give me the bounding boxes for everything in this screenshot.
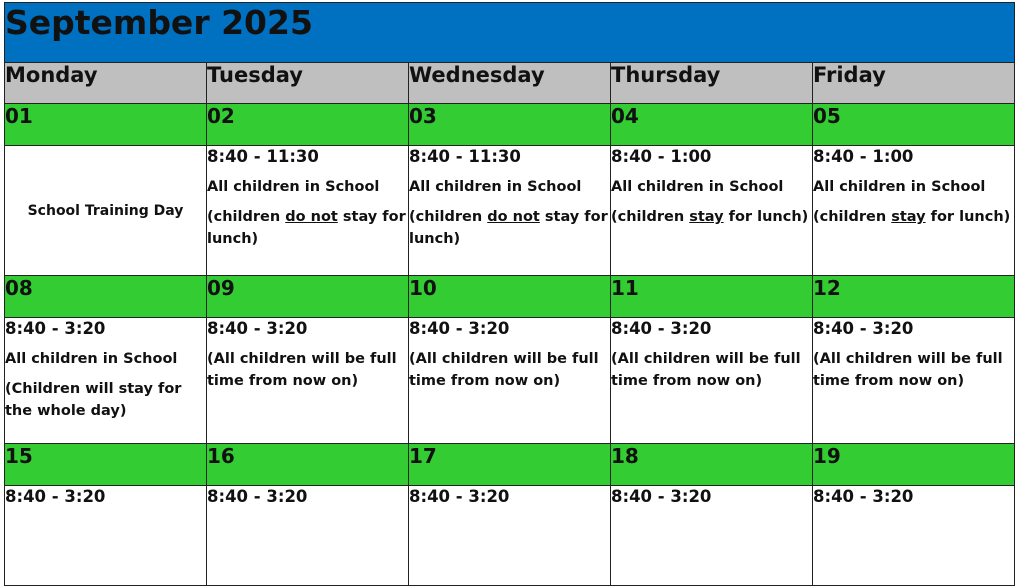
date-cell: 12 <box>813 276 1015 318</box>
day-note: (Children will stay for the whole day) <box>5 381 182 419</box>
attendance-line: All children in School <box>813 179 986 195</box>
info-cell <box>5 146 207 276</box>
time-range: 8:40 - 1:00 <box>813 147 914 166</box>
attendance-line: All children in School <box>5 351 178 367</box>
date-cell: 16 <box>207 444 409 486</box>
day-header-wednesday: Wednesday <box>409 63 611 104</box>
time-range: 8:40 - 3:20 <box>5 319 106 338</box>
info-cell <box>813 146 1015 276</box>
date-cell: 04 <box>611 104 813 146</box>
lunch-note: (children stay for lunch) <box>813 209 1011 225</box>
info-cell <box>611 146 813 276</box>
date-cell: 18 <box>611 444 813 486</box>
info-cell <box>813 486 1015 586</box>
info-cell <box>409 318 611 444</box>
time-range: 8:40 - 3:20 <box>611 319 712 338</box>
date-cell: 01 <box>5 104 207 146</box>
date-cell: 11 <box>611 276 813 318</box>
day-header-friday: Friday <box>813 63 1015 104</box>
day-header-tuesday: Tuesday <box>207 63 409 104</box>
date-cell: 19 <box>813 444 1015 486</box>
training-day-label: School Training Day <box>27 202 184 219</box>
date-cell: 05 <box>813 104 1015 146</box>
day-note: (All children will be full time from now on) <box>207 351 397 389</box>
time-range: 8:40 - 3:20 <box>813 319 914 338</box>
info-cell <box>813 318 1015 444</box>
time-range: 8:40 - 1:00 <box>611 147 712 166</box>
day-note: (All children will be full time from now on) <box>611 351 801 389</box>
info-cell <box>5 486 207 586</box>
lunch-note: (children do not stay for lunch) <box>207 209 406 247</box>
time-range: 8:40 - 11:30 <box>409 147 521 166</box>
info-cell <box>207 318 409 444</box>
time-range: 8:40 - 3:20 <box>5 487 106 506</box>
time-range: 8:40 - 3:20 <box>207 319 308 338</box>
info-cell <box>207 146 409 276</box>
attendance-line: All children in School <box>611 179 784 195</box>
info-cell <box>611 318 813 444</box>
time-range: 8:40 - 3:20 <box>409 487 510 506</box>
attendance-line: All children in School <box>207 179 380 195</box>
date-cell: 15 <box>5 444 207 486</box>
time-range: 8:40 - 3:20 <box>813 487 914 506</box>
attendance-line: All children in School <box>409 179 582 195</box>
date-cell: 17 <box>409 444 611 486</box>
info-cell <box>409 146 611 276</box>
lunch-note: (children do not stay for lunch) <box>409 209 608 247</box>
time-range: 8:40 - 3:20 <box>409 319 510 338</box>
calendar-table <box>4 2 1015 586</box>
date-cell: 03 <box>409 104 611 146</box>
info-cell <box>611 486 813 586</box>
date-cell: 09 <box>207 276 409 318</box>
day-header-monday: Monday <box>5 63 207 104</box>
info-cell <box>409 486 611 586</box>
date-cell: 08 <box>5 276 207 318</box>
time-range: 8:40 - 3:20 <box>207 487 308 506</box>
lunch-note: (children stay for lunch) <box>611 209 809 225</box>
day-note: (All children will be full time from now on) <box>409 351 599 389</box>
day-note: (All children will be full time from now on) <box>813 351 1003 389</box>
date-cell: 02 <box>207 104 409 146</box>
calendar-title: September 2025 <box>5 3 1015 63</box>
date-cell: 10 <box>409 276 611 318</box>
time-range: 8:40 - 11:30 <box>207 147 319 166</box>
info-cell <box>5 318 207 444</box>
time-range: 8:40 - 3:20 <box>611 487 712 506</box>
info-cell <box>207 486 409 586</box>
day-header-thursday: Thursday <box>611 63 813 104</box>
